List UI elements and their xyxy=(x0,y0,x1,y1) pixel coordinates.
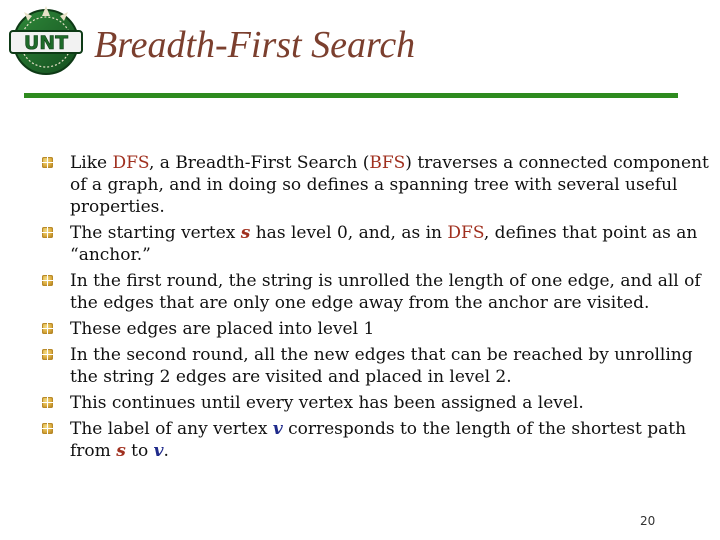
page-number: 20 xyxy=(640,514,656,528)
bullet-icon xyxy=(42,157,53,168)
bullet-text: to xyxy=(125,441,154,461)
bullet-icon xyxy=(42,275,53,286)
bullet-text: ) traverses a connected component of a graph, and in doing so defines a spanning tree with several useful properties. xyxy=(70,153,709,217)
unt-logo-icon xyxy=(8,4,84,80)
bullet-text: In the first round, the string is unrolled the length of one edge, and all of the edges that are only one edge away from the anchor are visited. xyxy=(70,271,701,313)
bullet-text: . xyxy=(163,441,169,461)
variable-v: v xyxy=(272,419,283,439)
bullet-text: , a Breadth-First Search ( xyxy=(148,153,370,173)
logo-text: UNT xyxy=(23,32,69,54)
bullet-text: corresponds to the length of the shortest path from xyxy=(70,419,687,461)
highlighted-term: BFS xyxy=(369,153,406,173)
bullet-text: The starting vertex xyxy=(70,223,241,243)
variable-s: s xyxy=(116,441,126,461)
unt-logo xyxy=(8,4,84,80)
bullet-item xyxy=(42,418,714,462)
bullet-text: These edges are placed into level 1 xyxy=(70,319,375,339)
bullet-list xyxy=(42,152,714,466)
bullet-text: , defines that point as an “anchor.” xyxy=(70,223,698,265)
bullet-text: In the second round, all the new edges that can be reached by unrolling the string 2 edges are visited and placed in level 2. xyxy=(70,345,693,387)
bullet-icon xyxy=(42,323,53,334)
bullet-icon xyxy=(42,397,53,408)
bullet-item xyxy=(42,392,714,414)
bullet-item xyxy=(42,222,714,266)
bullet-item xyxy=(42,270,714,314)
bullet-text: has level 0, and, as in xyxy=(250,223,448,243)
bullet-item xyxy=(42,318,714,340)
bullet-icon xyxy=(42,423,53,434)
bullet-icon xyxy=(42,349,53,360)
bullet-item xyxy=(42,152,714,218)
highlighted-term: DFS xyxy=(112,153,149,173)
variable-s: s xyxy=(240,223,251,243)
bullet-item xyxy=(42,344,714,388)
bullet-text: The label of any vertex xyxy=(70,419,273,439)
title-divider xyxy=(24,93,678,98)
highlighted-term: DFS xyxy=(447,223,484,243)
bullet-icon xyxy=(42,227,53,238)
variable-v: v xyxy=(153,441,164,461)
bullet-text: This continues until every vertex has been assigned a level. xyxy=(70,393,584,413)
slide-title: Breadth-First Search xyxy=(94,24,416,66)
bullet-text: Like xyxy=(70,153,113,173)
